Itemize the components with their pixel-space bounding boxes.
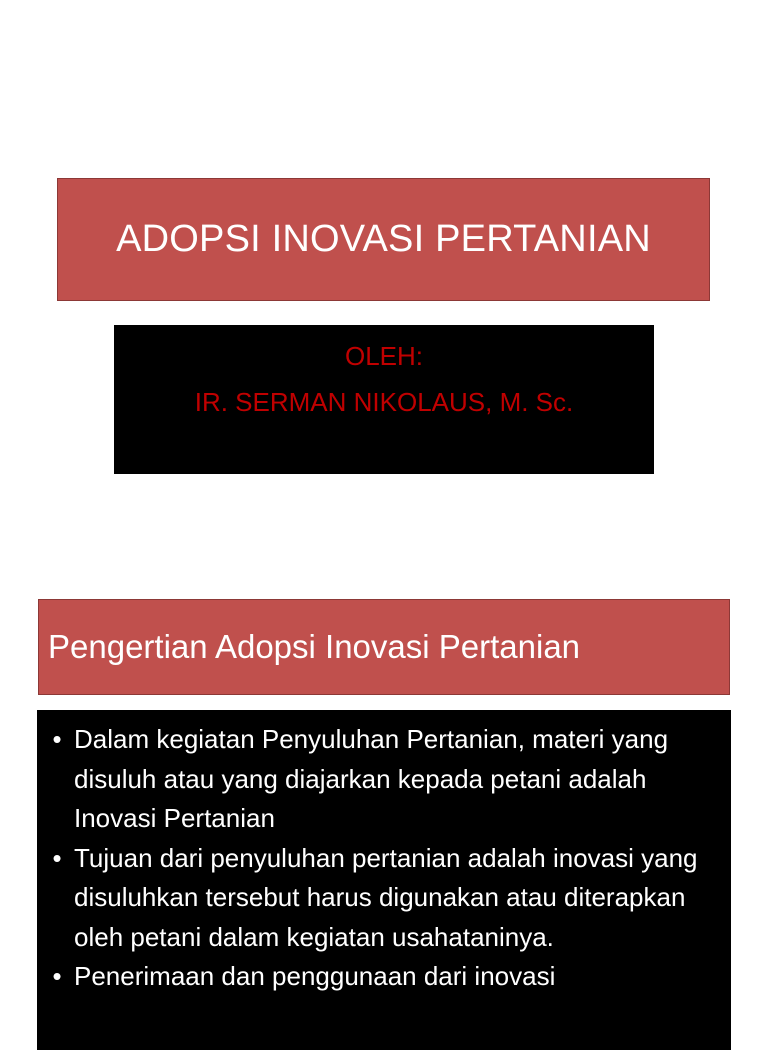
bullet-dot-icon: • (52, 961, 62, 991)
section-title-box (38, 599, 730, 695)
author-name: IR. SERMAN NIKOLAUS, M. Sc. (194, 387, 574, 417)
bullet-item (47, 957, 719, 997)
bullet-text: Penerimaan dan penggunaan dari inovasi (74, 961, 556, 991)
bullet-text: Tujuan dari penyuluhan pertanian adalah inovasi yang disuluhkan tersebut harus digunakan atau diterapkan oleh petani dalam kegiatan usahataninya. (74, 842, 698, 952)
bullet-text: Dalam kegiatan Penyuluhan Pertanian, materi yang disuluh atau yang diajarkan kepada petani adalah Inovasi Pertanian (74, 724, 669, 833)
section-title: Pengertian Adopsi Inovasi Pertanian (48, 628, 581, 665)
bullet-dot-icon: • (52, 724, 62, 754)
bullet-dot-icon: • (52, 842, 62, 873)
bullet-list (47, 720, 719, 997)
author-box (114, 325, 654, 474)
content-box (37, 710, 731, 1050)
author-label: OLEH: (344, 341, 424, 371)
slide-title: ADOPSI INOVASI PERTANIAN (116, 218, 651, 260)
slide-title-box (57, 178, 710, 301)
bullet-item (47, 839, 719, 958)
bullet-item (47, 720, 719, 839)
